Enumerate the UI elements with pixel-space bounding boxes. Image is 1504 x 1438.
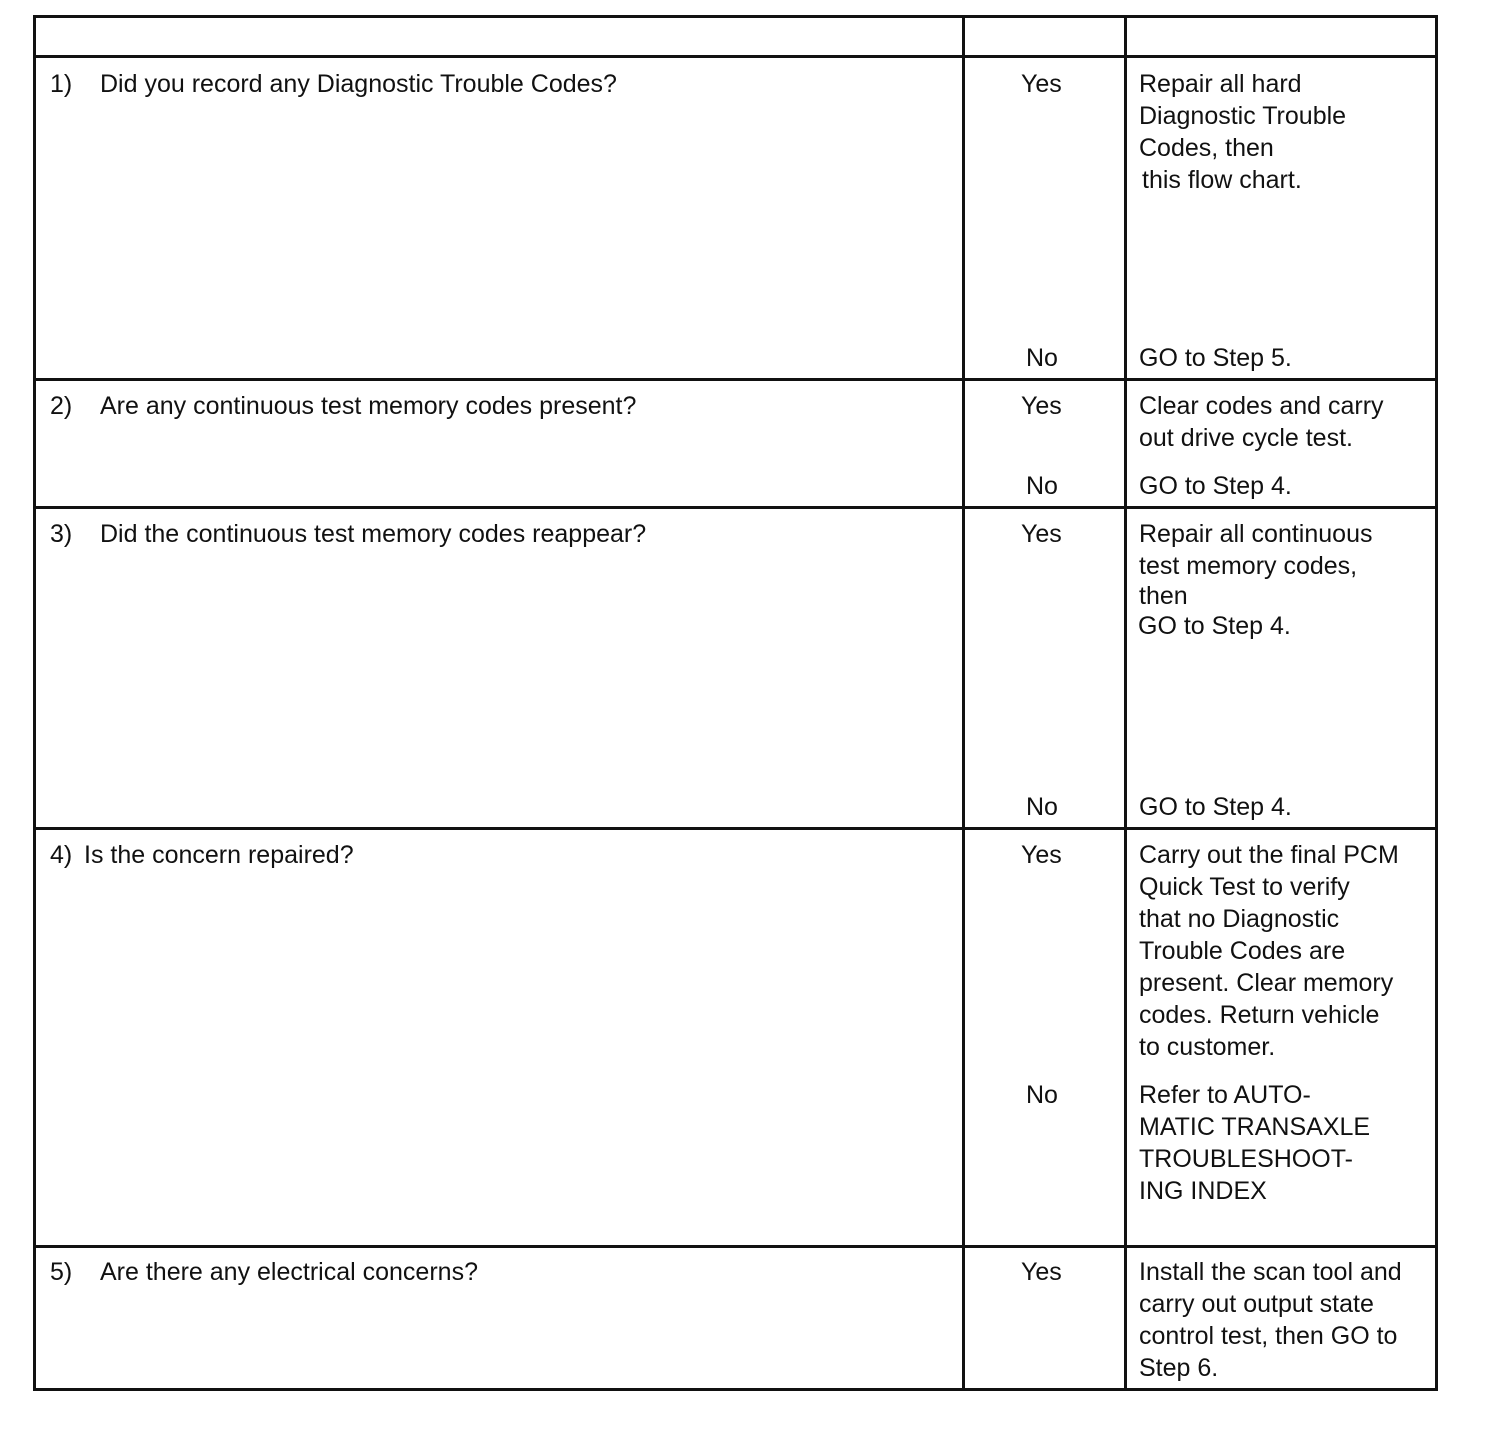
yes-action-line: test memory codes, xyxy=(1139,552,1358,580)
yes-action-line: Clear codes and carry xyxy=(1139,392,1384,420)
yes-action-line: out drive cycle test. xyxy=(1139,424,1353,452)
step-number: 1) xyxy=(50,70,73,98)
yes-action-line: Trouble Codes are xyxy=(1139,937,1346,965)
yes-action-line: Install the scan tool and xyxy=(1139,1258,1402,1286)
yes-label: Yes xyxy=(1021,841,1062,869)
no-label: No xyxy=(1026,1081,1058,1109)
step-question: Are there any electrical concerns? xyxy=(100,1258,478,1286)
yes-action-line: present. Clear memory xyxy=(1139,969,1394,997)
row-divider xyxy=(36,1245,1435,1248)
yes-action-line: Step 6. xyxy=(1139,1354,1219,1382)
no-label: No xyxy=(1026,344,1058,372)
step-number: 5) xyxy=(50,1258,73,1286)
yes-action-line: Codes, then xyxy=(1139,134,1274,162)
yes-action-line: GO to Step 4. xyxy=(1138,612,1291,640)
row-divider xyxy=(36,506,1435,509)
step-question: Are any continuous test memory codes present? xyxy=(100,392,637,420)
yes-label: Yes xyxy=(1021,392,1062,420)
yes-label: Yes xyxy=(1021,1258,1062,1286)
no-action-line: TROUBLESHOOT- xyxy=(1139,1145,1353,1173)
yes-action-line: then xyxy=(1139,582,1188,610)
step-question: Is the concern repaired? xyxy=(84,841,354,869)
yes-action-line: Repair all continuous xyxy=(1139,520,1373,548)
yes-action-line: Diagnostic Trouble xyxy=(1139,102,1347,130)
column-divider xyxy=(962,18,965,1388)
row-divider xyxy=(36,55,1435,58)
no-action-line: Refer to AUTO- xyxy=(1139,1081,1311,1109)
no-action-line: GO to Step 4. xyxy=(1139,472,1292,500)
no-action-line: ING INDEX xyxy=(1139,1177,1267,1205)
column-divider xyxy=(1124,18,1127,1388)
step-question: Did the continuous test memory codes reappear? xyxy=(100,520,647,548)
yes-label: Yes xyxy=(1021,520,1062,548)
row-divider xyxy=(36,378,1435,381)
yes-action-line: Carry out the final PCM xyxy=(1139,841,1399,869)
step-question: Did you record any Diagnostic Trouble Codes? xyxy=(100,70,617,98)
step-number: 4) xyxy=(50,841,73,869)
diagnostic-table xyxy=(33,15,1438,1391)
step-number: 2) xyxy=(50,392,73,420)
no-action-line: GO to Step 5. xyxy=(1139,344,1292,372)
no-action-line: MATIC TRANSAXLE xyxy=(1139,1113,1371,1141)
yes-action-line: carry out output state xyxy=(1139,1290,1374,1318)
yes-action-line: Repair all hard xyxy=(1139,70,1302,98)
yes-label: Yes xyxy=(1021,70,1062,98)
yes-action-line: codes. Return vehicle xyxy=(1139,1001,1380,1029)
no-action-line: GO to Step 4. xyxy=(1139,793,1292,821)
yes-action-line: Quick Test to verify xyxy=(1139,873,1350,901)
no-label: No xyxy=(1026,793,1058,821)
step-number: 3) xyxy=(50,520,73,548)
yes-action-line: control test, then GO to xyxy=(1139,1322,1398,1350)
yes-action-line: this flow chart. xyxy=(1142,166,1302,194)
row-divider xyxy=(36,827,1435,830)
yes-action-line: that no Diagnostic xyxy=(1139,905,1340,933)
no-label: No xyxy=(1026,472,1058,500)
yes-action-line: to customer. xyxy=(1139,1033,1276,1061)
